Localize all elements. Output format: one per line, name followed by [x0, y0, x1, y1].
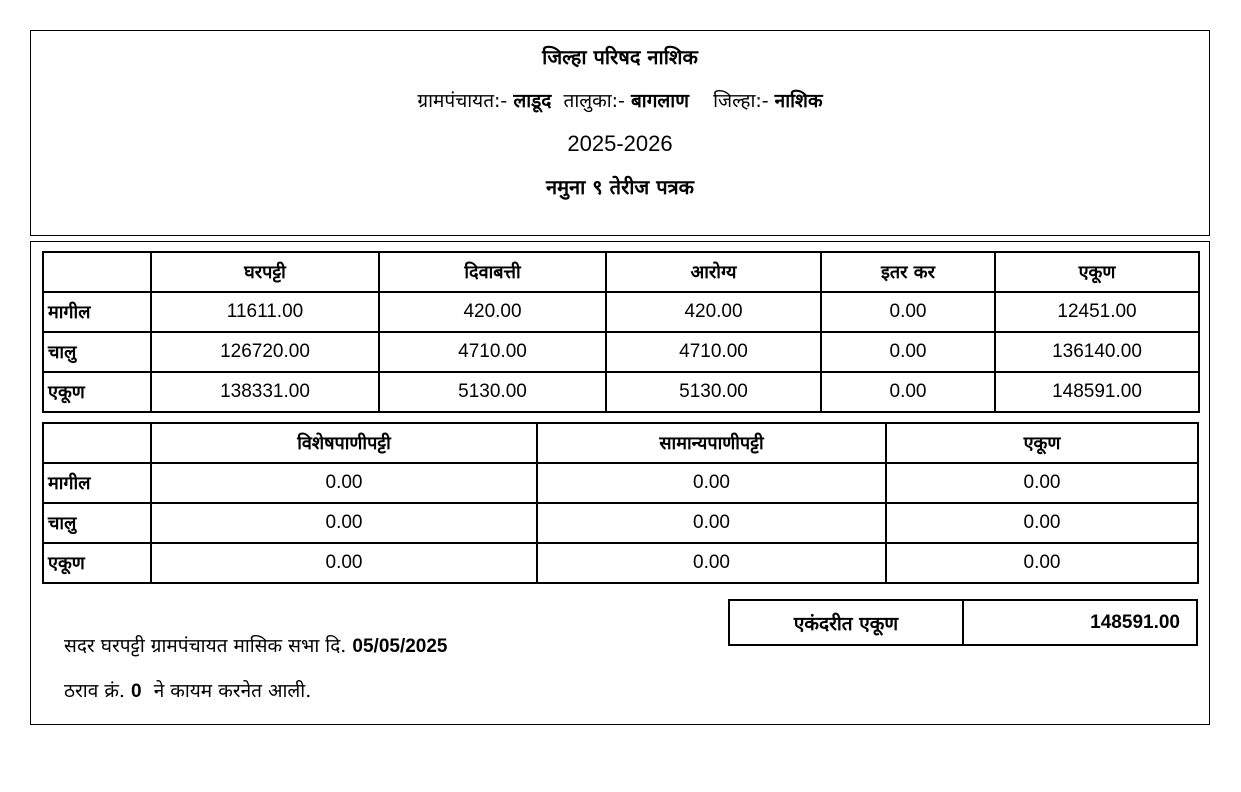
table-cell: 148591.00 — [995, 372, 1199, 412]
table-cell: 4710.00 — [379, 332, 606, 372]
district-label: जिल्हा:- — [713, 90, 769, 112]
table-cell: 420.00 — [379, 292, 606, 332]
table-row — [43, 463, 1198, 503]
column-header: घरपट्टी — [151, 252, 379, 292]
table-cell: 12451.00 — [995, 292, 1199, 332]
table-cell: 0.00 — [886, 463, 1198, 503]
table-cell: 0.00 — [821, 292, 995, 332]
gp-value: लाडूद — [513, 90, 552, 112]
table-cell: 126720.00 — [151, 332, 379, 372]
table-cell: 0.00 — [821, 372, 995, 412]
resolution-note-line2 — [64, 677, 311, 703]
column-header: इतर कर — [821, 252, 995, 292]
financial-year: 2025-2026 — [567, 131, 673, 156]
meeting-date: 05/05/2025 — [352, 636, 448, 657]
resolution-number: 0 — [131, 681, 142, 702]
column-header: एकूण — [886, 423, 1198, 463]
table-cell: 11611.00 — [151, 292, 379, 332]
form-title: नमुना ९ तेरीज पत्रक — [546, 175, 694, 199]
grand-total-row — [729, 600, 1197, 645]
table-cell: 5130.00 — [606, 372, 821, 412]
column-header: दिवाबत्ती — [379, 252, 606, 292]
gp-label: ग्रामपंचायत:- — [417, 90, 508, 112]
table-cell: 0.00 — [537, 543, 886, 583]
column-header: आरोग्य — [606, 252, 821, 292]
column-header: विशेषपाणीपट्टी — [151, 423, 537, 463]
table-row — [43, 332, 1199, 372]
table-header-row — [43, 423, 1198, 463]
grand-total-label: एकंदरीत एकूण — [729, 600, 963, 645]
district-value: नाशिक — [774, 90, 823, 112]
table-cell: 0.00 — [151, 503, 537, 543]
water-tax-table — [42, 422, 1199, 584]
row-label: मागील — [43, 292, 151, 332]
table-row — [43, 543, 1198, 583]
column-header: सामान्यपाणीपट्टी — [537, 423, 886, 463]
grand-total-value: 148591.00 — [963, 600, 1197, 645]
table-cell: 136140.00 — [995, 332, 1199, 372]
corner-cell — [43, 423, 151, 463]
table-cell: 0.00 — [537, 463, 886, 503]
table-cell: 0.00 — [537, 503, 886, 543]
table-row — [43, 372, 1199, 412]
row-label: मागील — [43, 463, 151, 503]
grand-total-table — [728, 599, 1198, 646]
note-text: सदर घरपट्टी ग्रामपंचायत मासिक सभा दि. — [64, 635, 347, 657]
table-cell: 5130.00 — [379, 372, 606, 412]
row-label: एकूण — [43, 372, 151, 412]
taluka-value: बागलाण — [630, 90, 689, 112]
tax-table — [42, 251, 1200, 413]
note-prefix: ठराव क्रं. — [64, 680, 125, 702]
corner-cell — [43, 252, 151, 292]
table-cell: 138331.00 — [151, 372, 379, 412]
column-header: एकूण — [995, 252, 1199, 292]
table-cell: 0.00 — [151, 543, 537, 583]
table-cell: 0.00 — [886, 543, 1198, 583]
table-cell: 420.00 — [606, 292, 821, 332]
row-label: चालु — [43, 503, 151, 543]
resolution-note-line1 — [64, 632, 448, 658]
location-line — [31, 87, 1209, 113]
taluka-label: तालुका:- — [563, 90, 625, 112]
table-row — [43, 292, 1199, 332]
page-title: जिल्हा परिषद नाशिक — [542, 45, 698, 69]
row-label: चालु — [43, 332, 151, 372]
table-cell: 4710.00 — [606, 332, 821, 372]
table-cell: 0.00 — [151, 463, 537, 503]
note-suffix: ने कायम करनेत आली. — [153, 680, 312, 702]
table-cell: 0.00 — [821, 332, 995, 372]
row-label: एकूण — [43, 543, 151, 583]
table-header-row — [43, 252, 1199, 292]
table-cell: 0.00 — [886, 503, 1198, 543]
table-row — [43, 503, 1198, 543]
header-box — [30, 30, 1210, 236]
